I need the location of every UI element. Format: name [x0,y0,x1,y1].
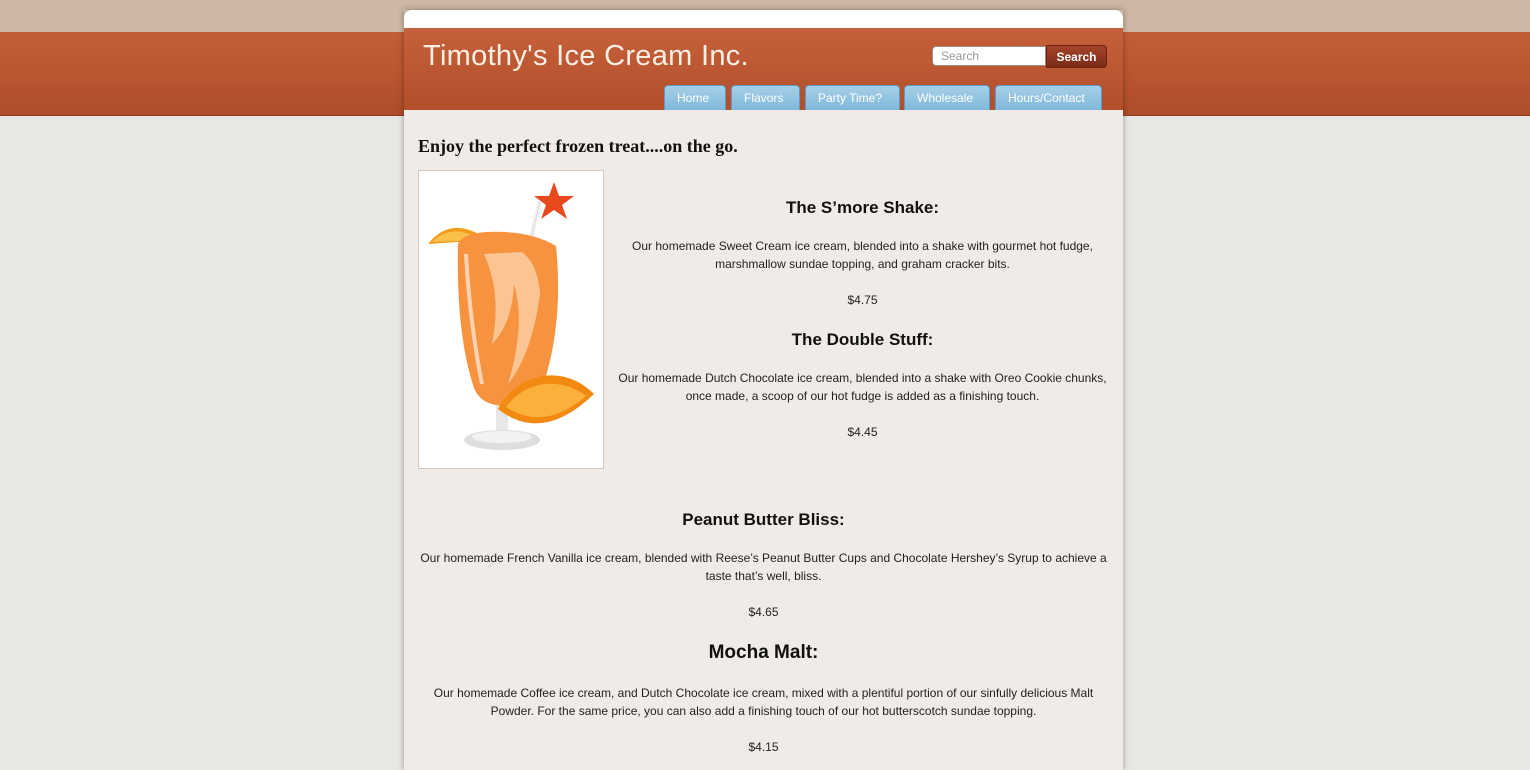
item-title: Mocha Malt: [708,642,819,663]
item-price: $4.65 [748,605,779,619]
search-button[interactable]: Search [1046,45,1107,68]
item-title: The S’more Shake: [785,198,940,217]
search-input[interactable] [932,46,1046,66]
site-title[interactable]: Timothy's Ice Cream Inc. [423,40,749,72]
item-description: Our homemade Coffee ice cream, and Dutch Chocolate ice cream, mixed with a plentiful portion of our sinfully delicious Malt Powder. For the same price, you can also add a finishing touch of our hot butterscotch sundae topping. [433,686,1094,718]
tab-hours-contact[interactable]: Hours/Contact [995,85,1102,110]
page-tagline: Enjoy the perfect frozen treat....on the go. [418,136,738,156]
page-top-strip [404,10,1123,28]
item-price: $4.15 [748,740,779,754]
tab-flavors[interactable]: Flavors [731,85,800,110]
site-header [404,28,1123,110]
main-content [404,110,1123,770]
tab-home[interactable]: Home [664,85,726,110]
item-description: Our homemade Dutch Chocolate ice cream, blended into a shake with Oreo Cookie chunks, once made, a scoop of our hot fudge is added as a finishing touch. [618,371,1107,403]
tab-party-time[interactable]: Party Time? [805,85,900,110]
tab-wholesale[interactable]: Wholesale [904,85,990,110]
item-price: $4.75 [847,293,878,307]
item-price: $4.45 [847,425,878,439]
page-container [404,10,1123,770]
item-description: Our homemade Sweet Cream ice cream, blended into a shake with gourmet hot fudge, marshmallow sundae topping, and graham cracker bits. [632,239,1093,271]
product-photo [418,170,604,469]
item-title: The Double Stuff: [791,330,934,349]
item-title: Peanut Butter Bliss: [682,510,845,529]
item-description: Our homemade French Vanilla ice cream, blended with Reese’s Peanut Butter Cups and Chocolate Hershey’s Syrup to achieve a taste that’s well, bliss. [420,551,1107,583]
orange-shake-image [422,174,600,465]
